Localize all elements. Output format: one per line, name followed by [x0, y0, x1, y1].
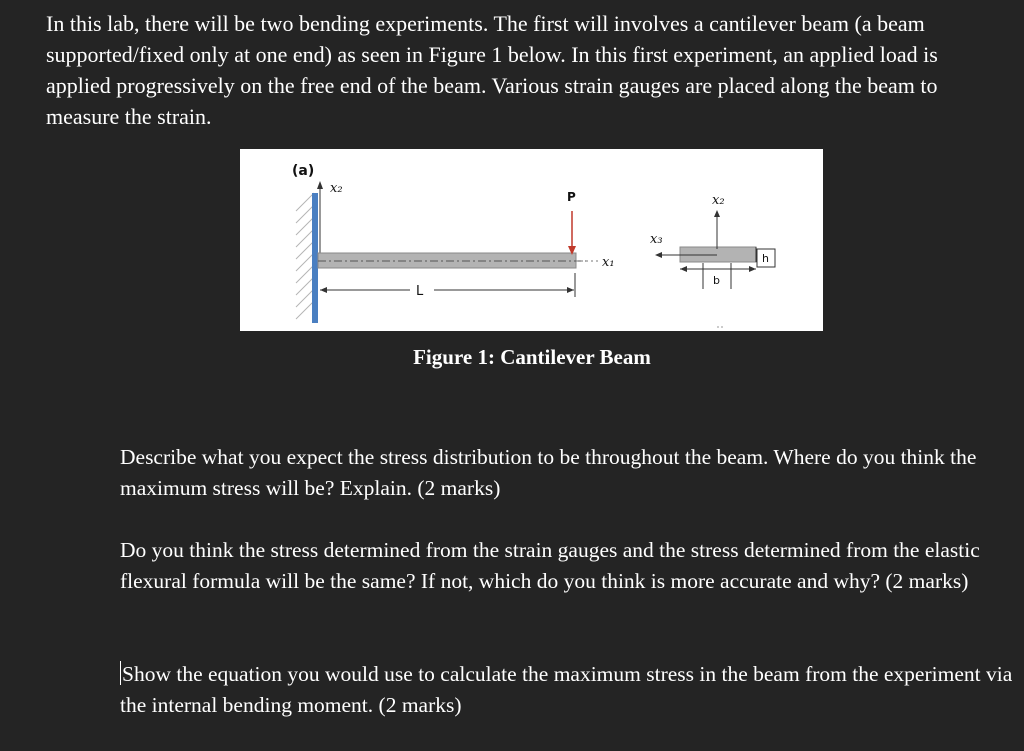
question-3-paragraph[interactable] — [120, 659, 1020, 721]
length-arrowhead-right — [567, 287, 574, 293]
load-label: P — [567, 190, 576, 204]
panel-label: (a) — [292, 163, 315, 179]
width-arrowhead-right — [749, 266, 756, 272]
section-x3-label: x₃ — [650, 232, 663, 247]
width-label: b — [713, 274, 720, 287]
wall — [312, 193, 318, 323]
x2-axis-label: x₂ — [330, 181, 343, 196]
figure-caption: Figure 1: Cantilever Beam — [413, 345, 651, 369]
section-x3-arrowhead — [655, 252, 662, 258]
height-label: h — [762, 252, 769, 265]
x1-axis-label: x₁ — [602, 255, 615, 270]
fixed-support-hatching — [296, 193, 314, 319]
text-cursor — [120, 661, 121, 685]
section-x2-label: x₂ — [712, 193, 725, 208]
question-2: Do you think the stress determined from the strain gauges and the stress determined from the elastic flexural formula will be the same? If not, which do you think is more accurate and why? (2 marks) — [120, 538, 980, 593]
length-label: L — [416, 284, 424, 299]
question-3: Show the equation you would use to calculate the maximum stress in the beam from the experiment via the internal bending moment. (2 marks) — [120, 662, 1013, 717]
beam-diagram — [240, 149, 823, 331]
question-1: Describe what you expect the stress distribution to be throughout the beam. Where do you think the maximum stress will be? Explain. (2 marks) — [120, 445, 977, 500]
cantilever-beam-figure — [240, 149, 823, 331]
length-arrowhead-left — [320, 287, 327, 293]
x2-axis-arrowhead — [317, 181, 323, 189]
width-arrowhead-left — [680, 266, 687, 272]
section-x2-arrowhead — [714, 210, 720, 217]
intro-paragraph: In this lab, there will be two bending experiments. The first will involves a cantilever beam (a beam supported/fixed only at one end) as seen in Figure 1 below. In this first experiment, an applied load is applied progressively on the free end of the beam. Various strain gauges are placed along the beam to measure the strain. — [46, 11, 938, 129]
